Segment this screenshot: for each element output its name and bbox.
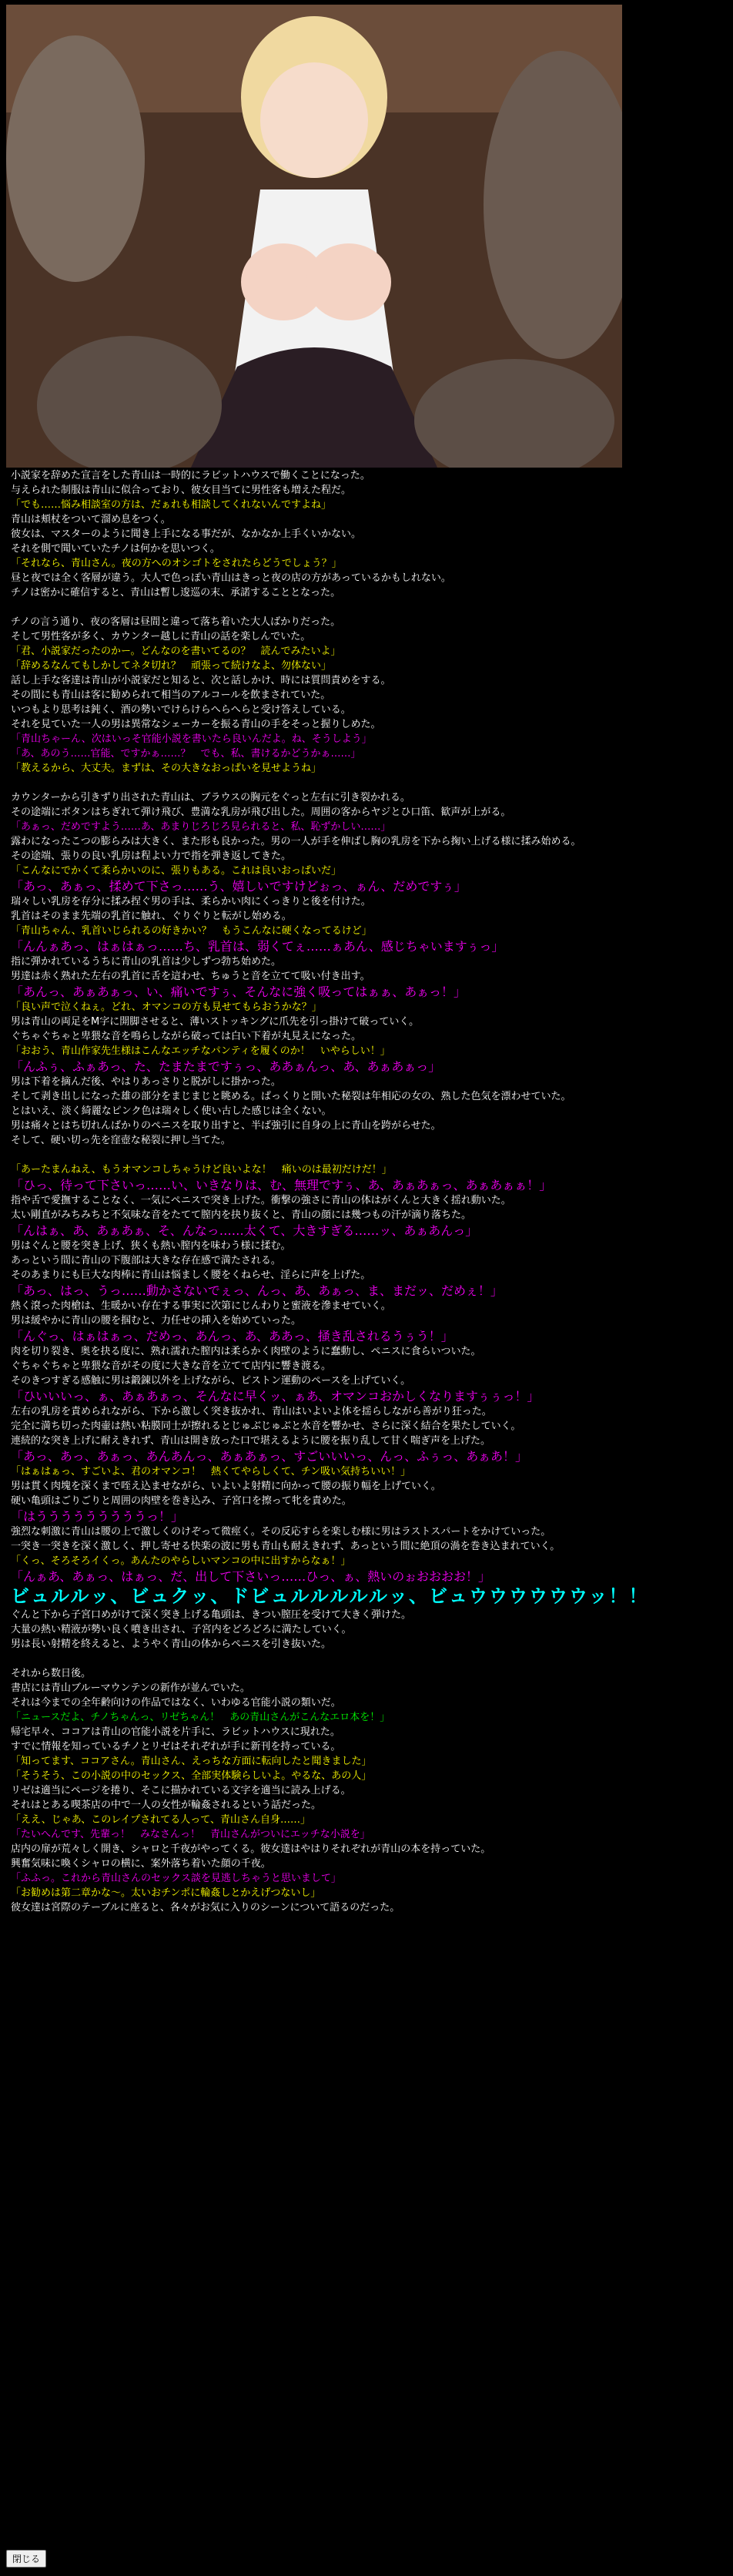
story-line: 小説家を辞めた宣言をした青山は一時的にラビットハウスで働くことになった。: [11, 470, 370, 481]
story-line: 書店には青山ブルーマウンテンの新作が並んでいた。: [11, 1682, 250, 1694]
story-line: 熱く滾った肉槍は、生暖かい存在する事実に次第にじんわりと蜜液を滲ませていく。: [11, 1300, 391, 1312]
story-line: 「あっ、あぁっ、揉めて下さっ……う、嬉しいですけどぉっ、ぁん、だめですぅ」: [11, 879, 467, 894]
story-line: そのきつすぎる感触に男は鍛錬以外を上げながら、ピストン運動のペースを上げていく。: [11, 1375, 411, 1387]
story-line: 「良い声で泣くねぇ。どれ、オマンコの方も見せてもらおうかな？」: [11, 1001, 322, 1013]
story-line: 「んはぁ、あ、あぁあぁ、そ、んなっ……太くて、大きすぎる……ッ、あぁあんっ」: [11, 1223, 478, 1238]
story-line: 硬い亀頭はごりごりと周囲の肉壁を巻き込み、子宮口を擦って牝を責めた。: [11, 1495, 352, 1507]
story-line: 「知ってます、ココアさん。青山さん、えっちな方面に転向したと聞きました」: [11, 1756, 372, 1767]
story-line: 男達は赤く熟れた左右の乳首に舌を這わせ、ちゅうと音を立てて吸い付き出す。: [11, 971, 370, 982]
story-line: 「そうそう、この小説の中のセックス、全部実体験らしいよ。やるな、あの人」: [11, 1770, 372, 1782]
story-line: それを見ていた一人の男は異常なシェーカーを振る青山の手をそっと握りしめた。: [11, 719, 381, 730]
story-line: 「たいへんです、先輩っ！ みなさんっ！ 青山さんがついにエッチな小説を」: [11, 1829, 370, 1840]
story-line: 一突き一突きを深く激しく、押し寄せる快楽の波に男も青山も耐えきれず、あっという間に絶頂の渦を巻き込まれていく。: [11, 1541, 561, 1552]
story-line: いつもより思考は鈍く、酒の勢いでけらけらへらへらと受け答えしている。: [11, 704, 351, 716]
story-line: それから数日後。: [11, 1668, 92, 1679]
story-line: チノの言う通り、夜の客層は昼間と違って落ち着いた大人ばかりだった。: [11, 616, 341, 628]
paragraph-gap: [11, 1652, 727, 1666]
story-line: 「青山ちゃん、乳首いじられるの好きかい？ もうこんなに硬くなってるけど」: [11, 925, 372, 937]
story-line: 彼女達は宮際のテーブルに座ると、各々がお気に入りのシーンについて語るのだった。: [11, 1902, 400, 1914]
story-line: 連続的な突き上げに耐えきれず、青山は開き放った口で堪えるように腰を振り乱して甘く喘ぎ声を上げた。: [11, 1435, 490, 1447]
story-line: 「ひいいいっ、ぁ、あぁあぁっ、そんなに早くッ、ぁあ、オマンコおかしくなりますぅぅっ！」: [11, 1389, 540, 1404]
story-line: それはとある喫茶店の中で一人の女性が輪姦されるという話だった。: [11, 1800, 322, 1811]
story-line: 帰宅早々、ココアは青山の官能小説を片手に、ラビットハウスに現れた。: [11, 1726, 340, 1738]
story-line: それは今までの全年齢向けの作品ではなく、いわゆる官能小説の類いだ。: [11, 1697, 341, 1709]
story-line: その途端、張りの良い乳房は程よい力で指を弾き返してきた。: [11, 850, 292, 862]
story-line: 「はうううううううううっ！」: [11, 1509, 184, 1524]
story-line: 「あっ、あっ、あぁっ、あんあんっ、あぁあぁっ、すごいいいっ、んっ、ふぅっ、あぁあ！」: [11, 1449, 528, 1464]
story-line: 「それなら、青山さん。夜の方へのオシゴトをされたらどうでしょう？」: [11, 558, 342, 569]
story-line: 瑞々しい乳房を存分に揉み捏ぐ男の手は、柔らかい肉にくっきりと後を付けた。: [11, 896, 371, 907]
story-line: ぐんと下から子宮口めがけて深く突き上げる亀頭は、きつい膣圧を受けて大きく弾けた。: [11, 1609, 412, 1621]
story-text: [11, 468, 727, 1915]
story-line: そして男性客が多く、カウンター越しに青山の話を楽しんでいた。: [11, 631, 311, 642]
story-line: ビュルルッ、ビュクッ、ドビュルルルルルッ、ビュウウウウウウッ！！: [11, 1585, 649, 1607]
story-line: 「んぐっ、はぁはぁっ、だめっ、あんっ、あ、ああっ、掻き乱されるうぅう！」: [11, 1329, 454, 1343]
story-line: 「んぁあ、あぁっ、はぁっ、だ、出して下さいっ……ひっ、ぁ、熱いのぉおおおお！」: [11, 1569, 491, 1584]
story-line: 男は緩やかに青山の腰を掴むと、力任せの挿入を始めていった。: [11, 1315, 302, 1327]
story-line: 「お勧めは第二章かな〜。太いおチンポに輪姦しとかえげつないし」: [11, 1887, 321, 1899]
story-line: チノは密かに確信すると、青山は暫し逡巡の末、承諾することとなった。: [11, 587, 341, 599]
story-line: リゼは適当にページを捲り、そこに描かれている文字を適当に読み上げる。: [11, 1785, 351, 1796]
story-line: カウンターから引きずり出された青山は、ブラウスの胸元をぐっと左右に引き裂かれる。: [11, 792, 410, 803]
story-line: 「あぁっ、だめですよう……あ、あまりじろじろ見られると、私、恥ずかしい……」: [11, 821, 391, 833]
story-line: 「あんっ、あぁあぁっ、い、痛いですぅ、そんなに強く吸ってはぁぁ、あぁっ！」: [11, 984, 467, 999]
story-line: その間にも青山は客に勧められて相当のアルコールを飲まされていた。: [11, 689, 331, 701]
story-line: 「君、小説家だったのかー。どんなのを書いてるの？ 読んでみたいよ」: [11, 646, 341, 657]
story-line: それを側で聞いていたチノは何かを思いつく。: [11, 543, 220, 555]
story-line: ぐちゃぐちゃと卑猥な音がその度に大きな音を立てて店内に響き渡る。: [11, 1360, 332, 1372]
story-line: 「あーたまんねえ、もうオマンコしちゃうけど良いよな！ 痛いのは最初だけだ！」: [11, 1164, 392, 1176]
story-line: 店内の扉が荒々しく開き、シャロと千夜がやってくる。彼女達はやはりそれぞれが青山の本を持っていた。: [11, 1843, 491, 1855]
story-line: そして剥き出しになった雄の部分をまじまじと眺める。ぱっくりと開いた秘裂は年相応の女の、熟した色気を漂わせていた。: [11, 1091, 571, 1102]
story-line: 「ひっ、待って下さいっ……い、いきなりは、む、無理ですぅ、あ、あぁあぁっ、あぁあぁぁ！」: [11, 1178, 552, 1192]
story-line: 男は痛々とはち切れんばかりのペニスを取り出すと、半ば強引に自身の上に青山を跨がらせた。: [11, 1120, 441, 1132]
story-line: 「教えるから、大丈夫。まずは、その大きなおっぱいを見せようね」: [11, 763, 322, 774]
story-line: 強烈な刺激に青山は腰の上で激しくのけぞって微痙く。その反応すらを楽しむ様に男はラストスパートをかけていった。: [11, 1526, 551, 1538]
story-line: 乳首はそのまま先端の乳首に触れ、ぐりぐりと転がし始める。: [11, 911, 292, 922]
story-line: その途端にボタンはちぎれて弾け飛び、豊満な乳房が飛び出した。周囲の客からヤジとひ口笛、歓声が上がる。: [11, 807, 511, 818]
story-illustration: [6, 5, 622, 468]
close-button[interactable]: 閉じる: [6, 2550, 46, 2568]
story-line: 男は貫く肉塊を深くまで咥え込ませながら、いよいよ射精に向かって腰の振り幅を上げていく。: [11, 1481, 441, 1492]
paragraph-gap: [11, 776, 727, 790]
story-line: 昼と夜では全く客層が違う。大人で色っぽい青山はきっと夜の店の方があっているかもしれない。: [11, 572, 451, 584]
story-line: 「ええ、じゃあ、このレイプされてる人って、青山さん自身……」: [11, 1814, 310, 1826]
story-line: 「ふふっ。これから青山さんのセックス談を見逃しちゃうと思いまして」: [11, 1873, 341, 1884]
story-line: 彼女は、マスターのように聞き上手になる事だが、なかなか上手くいかない。: [11, 528, 362, 540]
story-line: 肉を切り裂き、奥を抉る度に、熟れ濡れた膣内は柔らかく肉壁のように蠢動し、ペニスに食らいついた。: [11, 1346, 481, 1357]
story-line: 「おおう、青山作家先生様はこんなエッチなパンティを履くのか！ いやらしい！」: [11, 1045, 390, 1057]
story-line: 青山は頬杖をついて溜め息をつく。: [11, 514, 171, 525]
story-line: 左右の乳房を責められながら、下から激しく突き抜かれ、青山はいよいよ体を揺らしながら善がり狂った。: [11, 1406, 492, 1417]
story-line: 「でも……悩み相談室の方は、だぁれも相談してくれないんですよね」: [11, 499, 332, 511]
story-line: 「青山ちゃーん、次はいっそ官能小説を書いたら良いんだよ。ね、そうしよう」: [11, 733, 372, 745]
story-line: 指に弾かれているうちに青山の乳首は少しずつ勃ち始めた。: [11, 956, 282, 968]
story-line: 「くっ、そろそろイくっ。あんたのやらしいマンコの中に出すからなぁ！」: [11, 1555, 351, 1567]
story-line: 与えられた制服は青山に似合っており、彼女目当てに男性客も増えた程だ。: [11, 485, 352, 496]
story-line: 指や舌で愛撫することなく、一気にペニスで突き上げた。衝撃の強さに青山の体はがくんと大きく揺れ動いた。: [11, 1195, 511, 1206]
story-line: そのあまりにも巨大な肉棒に青山は悩ましく腰をくねらせ、淫らに声を上げた。: [11, 1270, 371, 1281]
story-line: 「こんなにでかくて柔らかいのに、張りもある。これは良いおっぱいだ」: [11, 865, 342, 877]
story-line: 完全に満ち切った肉壷は熱い粘膜同士が擦れるとじゅぶじゅぶと水音を響かせ、さらに深く結合を果たしていく。: [11, 1420, 521, 1432]
story-line: 「はぁはぁっ、すごいよ、君のオマンコ！ 熱くてやらしくて、チン吸い気持ちいい！」: [11, 1466, 411, 1478]
story-line: 「辞めるなんてもしかしてネタ切れ？ 頑張って続けなよ、勿体ない」: [11, 660, 332, 672]
story-line: 「ニュースだよ、チノちゃんっ、リゼちゃん！ あの青山さんがこんなエロ本を！」: [11, 1712, 390, 1723]
story-line: ぐちゃぐちゃと卑猥な音を鳴らしながら破っては白い下着が丸見えになった。: [11, 1031, 362, 1042]
paragraph-gap: [11, 600, 727, 615]
story-line: 男は下着を摘んだ後、やはりあっさりと脱がしに掛かった。: [11, 1076, 281, 1088]
story-line: 男はぐんと腰を突き上げ、狭くも熱い膣内を味わう様に揉む。: [11, 1240, 291, 1252]
story-line: 「んふぅ、ふぁあっ、た、たまたまですぅっ、ああぁんっ、あ、あぁあぁっ」: [11, 1059, 441, 1074]
story-line: 話し上手な客達は青山が小説家だと知ると、次と話しかけ、時には質問責めをする。: [11, 675, 391, 686]
story-line: 露わになったこつの膨らみは大きく、また形も良かった。男の一人が手を伸ばし胸の乳房を下から掬い上げる様に揉み始める。: [11, 836, 581, 847]
story-line: 「んんぁあっ、はぁはぁっ……ち、乳首は、弱くてぇ……ぁあん、感じちゃいますぅっ」: [11, 939, 504, 954]
story-line: とはいえ、淡く綺麗なピンク色は瑞々しく使い古した感じは全くない。: [11, 1105, 332, 1117]
story-line: 男は長い射精を終えると、ようやく青山の体からペニスを引き抜いた。: [11, 1639, 332, 1650]
story-line: 男は青山の両足をM字に開脚させると、薄いストッキングに爪先を引っ掛けて破っていく。: [11, 1016, 420, 1028]
story-line: 太い剛直がみちみちと不気味な音をたてて膣内を抉り抜くと、青山の顔には幾つもの汗が滴り落ちた。: [11, 1209, 472, 1221]
story-line: 興奮気味に喚くシャロの横に、案外落ち着いた顔の千夜。: [11, 1858, 271, 1870]
story-line: そして、硬い切っ先を窪壺な秘裂に押し当てた。: [11, 1135, 231, 1146]
story-line: 「あ、あのう……官能、ですかぁ……？ でも、私、書けるかどうかぁ……」: [11, 748, 361, 760]
story-line: あっという間に青山の下腹部は大きな存在感で満たされる。: [11, 1255, 281, 1266]
story-line: 「あっ、はっ、うっ……動かさないでぇっ、んっ、あ、あぁっ、ま、まだッ、だめぇ！」: [11, 1283, 503, 1298]
paragraph-gap: [11, 1148, 727, 1162]
story-line: 大量の熱い精液が勢い良く噴き出され、子宮内をどろどろに満たしていく。: [11, 1624, 352, 1635]
story-line: すでに情報を知っているチノとリゼはそれぞれが手に新刊を持っている。: [11, 1741, 341, 1753]
